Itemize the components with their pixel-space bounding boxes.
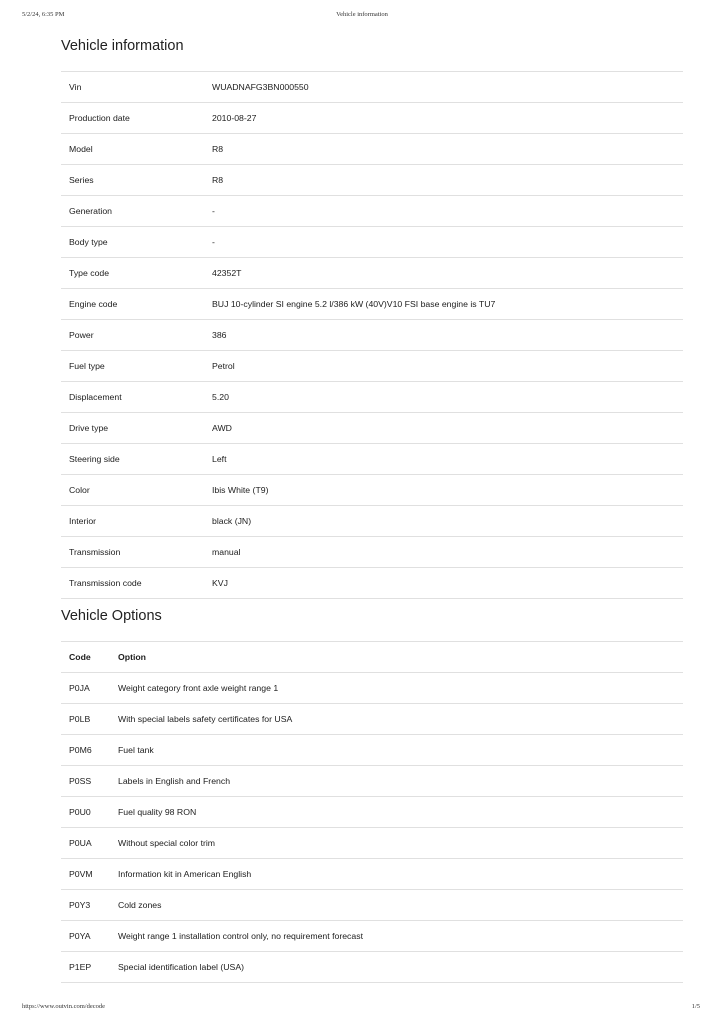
info-row: [61, 568, 683, 599]
info-label: Vin: [69, 82, 82, 92]
print-header-title: Vehicle information: [336, 11, 388, 18]
info-row: [61, 506, 683, 537]
info-value: -: [212, 237, 215, 247]
info-value: KVJ: [212, 578, 228, 588]
option-row: [61, 828, 683, 859]
info-row: [61, 475, 683, 506]
option-description: Cold zones: [118, 900, 162, 910]
info-row: [61, 227, 683, 258]
info-row: [61, 72, 683, 103]
option-row: [61, 673, 683, 704]
info-row: [61, 537, 683, 568]
option-code: P0Y3: [69, 900, 91, 910]
info-row: [61, 320, 683, 351]
info-row: [61, 413, 683, 444]
option-description: Weight category front axle weight range 1: [118, 683, 279, 693]
option-row: [61, 704, 683, 735]
print-footer-page-number: 1/5: [691, 1003, 700, 1010]
print-footer-url[interactable]: https://www.outvin.com/decode: [22, 1003, 105, 1010]
vehicle-information-title: Vehicle information: [61, 38, 184, 54]
info-value: R8: [212, 144, 224, 154]
vehicle-information-table: [61, 71, 683, 599]
option-row: [61, 952, 683, 983]
option-row: [61, 859, 683, 890]
info-label: Type code: [69, 268, 110, 278]
vehicle-options-title: Vehicle Options: [61, 608, 162, 624]
info-label: Generation: [69, 206, 112, 216]
info-value: Left: [212, 454, 227, 464]
info-label: Production date: [69, 113, 130, 123]
info-row: [61, 134, 683, 165]
info-value: R8: [212, 175, 224, 185]
option-description: Special identification label (USA): [118, 962, 245, 972]
info-value: 5.20: [212, 392, 229, 402]
option-description: Without special color trim: [118, 838, 216, 848]
vehicle-options-table: [61, 641, 683, 983]
info-label: Engine code: [69, 299, 118, 309]
info-row: [61, 351, 683, 382]
info-value: 42352T: [212, 268, 242, 278]
option-code: P0SS: [69, 776, 92, 786]
option-row: [61, 766, 683, 797]
option-code: P0U0: [69, 807, 91, 817]
info-row: [61, 196, 683, 227]
info-value: BUJ 10-cylinder SI engine 5.2 l/386 kW (40V)V10 FSI base engine is TU7: [212, 299, 496, 309]
options-header-code: Code: [69, 652, 91, 662]
print-header-datetime: 5/2/24, 6:35 PM: [22, 11, 65, 18]
option-row: [61, 797, 683, 828]
info-value: 2010-08-27: [212, 113, 257, 123]
info-label: Series: [69, 175, 94, 185]
info-row: [61, 289, 683, 320]
info-label: Transmission code: [69, 578, 142, 588]
info-label: Model: [69, 144, 93, 154]
info-label: Body type: [69, 237, 108, 247]
info-value: -: [212, 206, 215, 216]
info-label: Fuel type: [69, 361, 105, 371]
print-header: [0, 11, 724, 23]
option-code: P0LB: [69, 714, 91, 724]
options-header-row: [61, 642, 683, 673]
info-row: [61, 444, 683, 475]
info-label: Interior: [69, 516, 97, 526]
option-code: P1EP: [69, 962, 92, 972]
option-description: Information kit in American English: [118, 869, 252, 879]
option-code: P0M6: [69, 745, 92, 755]
info-row: [61, 165, 683, 196]
info-value: Petrol: [212, 361, 235, 371]
option-description: With special labels safety certificates for USA: [118, 714, 293, 724]
info-value: WUADNAFG3BN000550: [212, 82, 309, 92]
option-code: P0YA: [69, 931, 91, 941]
option-description: Fuel tank: [118, 745, 154, 755]
option-description: Fuel quality 98 RON: [118, 807, 197, 817]
info-value: Ibis White (T9): [212, 485, 269, 495]
print-footer: [0, 1003, 724, 1015]
option-row: [61, 921, 683, 952]
option-code: P0UA: [69, 838, 92, 848]
option-row: [61, 735, 683, 766]
option-code: P0JA: [69, 683, 90, 693]
info-label: Displacement: [69, 392, 122, 402]
info-row: [61, 258, 683, 289]
info-value: AWD: [212, 423, 232, 433]
info-value: 386: [212, 330, 227, 340]
info-label: Color: [69, 485, 90, 495]
options-header-option: Option: [118, 652, 146, 662]
info-row: [61, 382, 683, 413]
info-label: Steering side: [69, 454, 120, 464]
info-label: Transmission: [69, 547, 121, 557]
option-code: P0VM: [69, 869, 93, 879]
info-label: Power: [69, 330, 94, 340]
option-row: [61, 890, 683, 921]
info-value: manual: [212, 547, 241, 557]
info-row: [61, 103, 683, 134]
option-description: Weight range 1 installation control only, no requirement forecast: [118, 931, 363, 941]
info-value: black (JN): [212, 516, 252, 526]
info-label: Drive type: [69, 423, 109, 433]
option-description: Labels in English and French: [118, 776, 231, 786]
